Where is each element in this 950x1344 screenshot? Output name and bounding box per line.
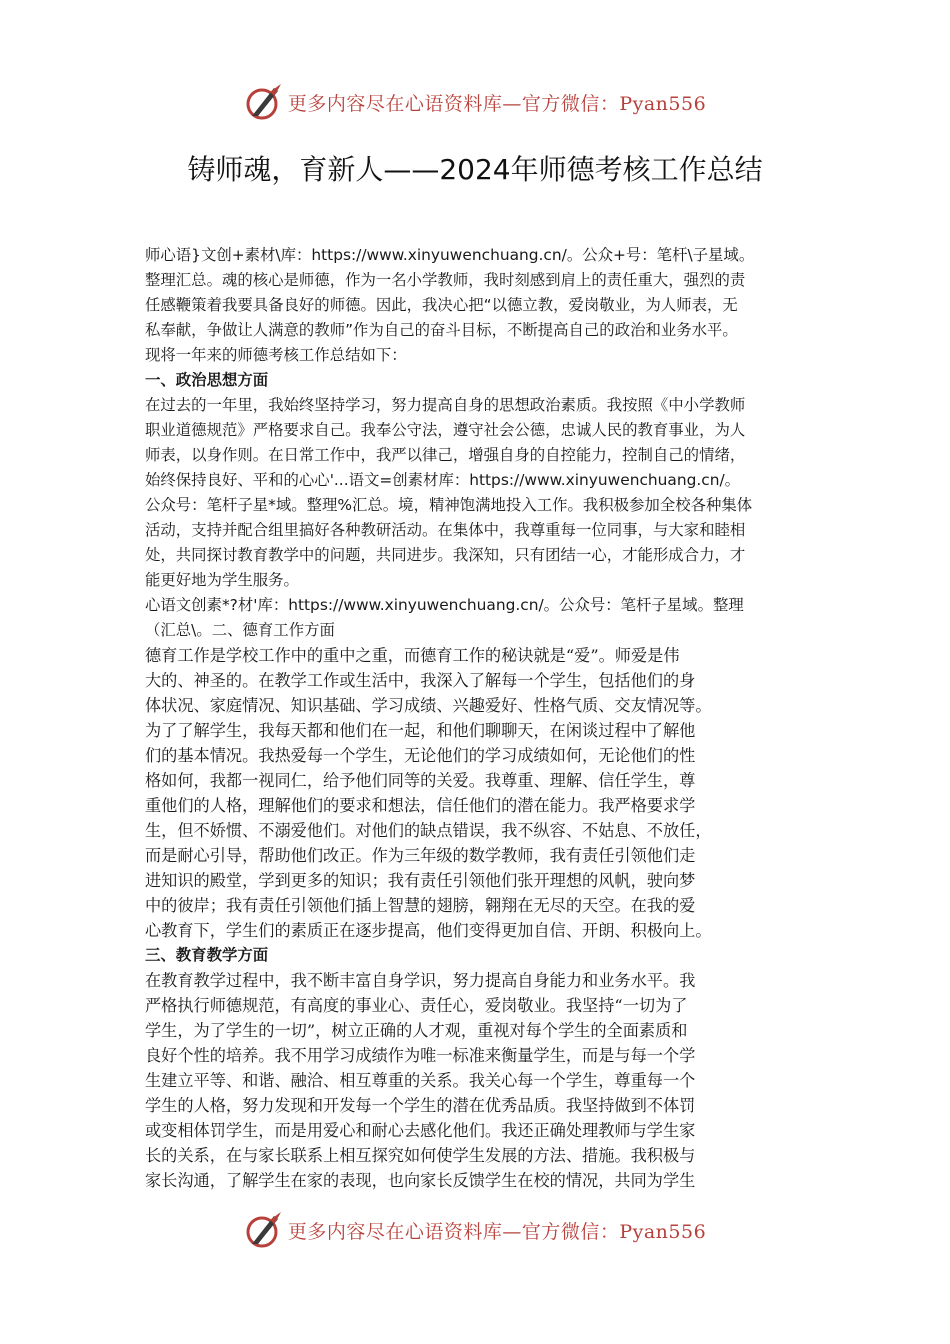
- section-politics-tail: 心语文创素*?材'库：https://www.xinyuwenchuang.cn/。公众号：笔杆子星域。整理 （汇总\。二、德育工作方面: [145, 596, 744, 639]
- intro-paragraph: 师心语}文创+素材\库：https://www.xinyuwenchuang.cn/。公众+号：笔杆\子星域。 整理汇总。魂的核心是师德，作为一名小学教师，我时刻感到肩上的责任重大，强烈的责 任感鞭策着我要具备良好的师德。因此，我决心把“以德立教，爱岗敬业，为人师表，无 私奉献，争做让人满意的教师”作为自己的奋斗目标，不断提高自己的政治和业务水平。 现将一年来的师德考核工作总结如下：: [145, 246, 755, 364]
- footer-banner: [0, 1208, 950, 1252]
- section-teaching-paragraph: 在教育教学过程中，我不断丰富自身学识，努力提高自身能力和业务水平。我 严格执行师德规范，有高度的事业心、责任心，爱岗敬业。我坚持“一切为了 学生，为了学生的一切”，树立正确的人才观，重视对每个学生的全面素质和 良好个性的培养。我不用学习成绩作为唯一标准来衡量学生，而是与每一个学 生建立平等、和谐、融洽、相互尊重的关系。我关心每一个学生，尊重每一个 学生的人格，努力发现和开发每一个学生的潜在优秀品质。我坚持做到不体罚 或变相体罚学生，而是用爱心和耐心去感化他们。我还正确处理教师与学生家 长的关系，在与家长联系上相互探究如何使学生发展的方法、措施。我积极与 家长沟通，了解学生在家的表现，也向家长反馈学生在校的情况，共同为学生: [145, 971, 696, 1190]
- document-body: [145, 243, 817, 1193]
- header-banner-text: 更多内容尽在心语资料库—官方微信：Pyan556: [287, 92, 707, 115]
- section-heading-teaching: 三、教育教学方面: [145, 946, 269, 964]
- header-banner: [0, 80, 950, 124]
- footer-banner-text: 更多内容尽在心语资料库—官方微信：Pyan556: [287, 1220, 707, 1243]
- quill-logo-icon: [244, 82, 284, 122]
- page-title: 铸师魂，育新人——2024年师德考核工作总结: [187, 153, 763, 186]
- quill-logo-icon: [244, 1210, 284, 1250]
- section-politics-paragraph: 在过去的一年里，我始终坚持学习，努力提高自身的思想政治素质。我按照《中小学教师 职业道德规范》严格要求自己。我奉公守法，遵守社会公德，忠诚人民的教育事业，为人 师表，以身作则。在日常工作中，我严以律己，增强自身的自控能力，控制自己的情绪， 始终保持良好、平和的心心'...语文=创素材库：https://www.xinyuwenchuang.cn/。 公众号：笔杆子星*域。整理%汇总。境，精神饱满地投入工作。我积极参加全校各种集体 活动，支持并配合组里搞好各种教研活动。在集体中，我尊重每一位同事，与大家和睦相 处，共同探讨教育教学中的问题，共同进步。我深知，只有团结一心，才能形成合力，才 能更好地为学生服务。: [145, 396, 753, 589]
- section-moral-education-paragraph: 德育工作是学校工作中的重中之重，而德育工作的秘诀就是“爱”。师爱是伟 大的、神圣的。在教学工作或生活中，我深入了解每一个学生，包括他们的身 体状况、家庭情况、知识基础、学习成绩、兴趣爱好、性格气质、交友情况等。 为了了解学生，我每天都和他们在一起，和他们聊聊天，在闲谈过程中了解他 们的基本情况。我热爱每一个学生，无论他们的学习成绩如何，无论他们的性 格如何，我都一视同仁，给予他们同等的关爱。我尊重、理解、信任学生，尊 重他们的人格，理解他们的要求和想法，信任他们的潜在能力。我严格要求学 生，但不娇惯、不溺爱他们。对他们的缺点错误，我不纵容、不姑息、不放任， 而是耐心引导，帮助他们改正。作为三年级的数学教师，我有责任引领他们走 进知识的殿堂，学到更多的知识；我有责任引领他们张开理想的风帆，驶向梦 中的彼岸；我有责任引领他们插上智慧的翅膀，翱翔在无尽的天空。在我的爱 心教育下，学生们的素质正在逐步提高，他们变得更加自信、开朗、积极向上。: [145, 646, 712, 940]
- section-heading-politics: 一、政治思想方面: [145, 371, 269, 389]
